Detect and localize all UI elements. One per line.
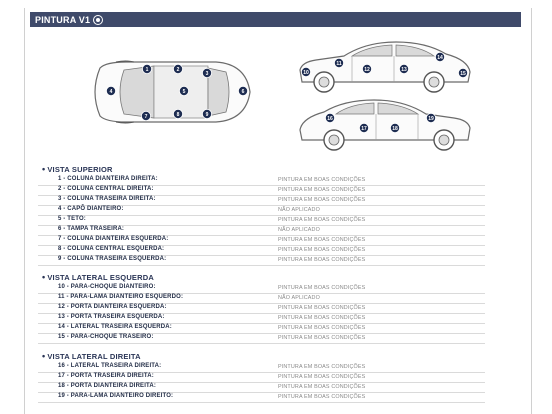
row-status: PINTURA EM BOAS CONDIÇÕES — [278, 256, 366, 263]
row-status: PINTURA EM BOAS CONDIÇÕES — [278, 196, 366, 203]
panel-marker-label: 18 — [392, 125, 398, 132]
panel-marker-7 — [141, 111, 150, 120]
panel-marker-label: 6 — [241, 88, 245, 95]
panel-marker-label: 3 — [205, 70, 209, 77]
panel-marker-label: 17 — [361, 125, 367, 132]
row-status: NÃO APLICADO — [278, 226, 320, 233]
row-label: 10 - PARA-CHOQUE DIANTEIRO: — [58, 284, 156, 290]
panel-marker-label: 14 — [437, 54, 443, 61]
panel-marker-label: 12 — [364, 66, 370, 73]
markers-overlay — [0, 0, 552, 160]
row-status: PINTURA EM BOAS CONDIÇÕES — [278, 393, 366, 400]
panel-marker-12 — [362, 64, 371, 73]
row-status: PINTURA EM BOAS CONDIÇÕES — [278, 363, 366, 370]
row-status: PINTURA EM BOAS CONDIÇÕES — [278, 246, 366, 253]
panel-marker-label: 15 — [460, 70, 466, 77]
row-label: 7 - COLUNA DIANTEIRA ESQUERDA: — [58, 236, 169, 242]
panel-marker-1 — [142, 64, 151, 73]
row-status: PINTURA EM BOAS CONDIÇÕES — [278, 334, 366, 341]
row-label: 13 - PORTA TRASEIRA ESQUERDA: — [58, 314, 165, 320]
header-title: PINTURA V1 — [35, 14, 91, 25]
section-title: • VISTA SUPERIOR — [42, 164, 113, 174]
row-status: PINTURA EM BOAS CONDIÇÕES — [278, 304, 366, 311]
row-label: 1 - COLUNA DIANTEIRA DIREITA: — [58, 176, 158, 182]
row-status: PINTURA EM BOAS CONDIÇÕES — [278, 236, 366, 243]
inspection-row — [38, 392, 485, 403]
panel-marker-label: 9 — [205, 111, 209, 118]
bullet-icon: • — [42, 351, 46, 361]
panel-marker-label: 11 — [336, 60, 342, 67]
panel-marker-11 — [334, 58, 343, 67]
panel-marker-label: 1 — [145, 66, 149, 73]
row-status: PINTURA EM BOAS CONDIÇÕES — [278, 324, 366, 331]
row-label: 17 - PORTA TRASEIRA DIREITA: — [58, 373, 154, 379]
row-label: 14 - LATERAL TRASEIRA ESQUERDA: — [58, 324, 172, 330]
panel-marker-4 — [106, 86, 115, 95]
row-status: PINTURA EM BOAS CONDIÇÕES — [278, 383, 366, 390]
row-status: NÃO APLICADO — [278, 206, 320, 213]
panel-marker-5 — [179, 86, 188, 95]
row-status: PINTURA EM BOAS CONDIÇÕES — [278, 186, 366, 193]
row-status: NÃO APLICADO — [278, 294, 320, 301]
inspection-row — [38, 255, 485, 266]
panel-marker-9 — [202, 109, 211, 118]
section-title: • VISTA LATERAL ESQUERDA — [42, 272, 154, 282]
panel-marker-19 — [426, 113, 435, 122]
panel-marker-6 — [238, 86, 247, 95]
row-label: 19 - PARA-LAMA DIANTEIRO DIREITO: — [58, 393, 174, 399]
panel-marker-18 — [390, 123, 399, 132]
bullet-icon: • — [42, 272, 46, 282]
section-title: • VISTA LATERAL DIREITA — [42, 351, 141, 361]
row-label: 9 - COLUNA TRASEIRA ESQUERDA: — [58, 256, 167, 262]
panel-marker-label: 8 — [176, 111, 180, 118]
panel-marker-label: 4 — [109, 88, 113, 95]
row-label: 3 - COLUNA TRASEIRA DIREITA: — [58, 196, 156, 202]
panel-marker-8 — [173, 109, 182, 118]
row-label: 12 - PORTA DIANTEIRA ESQUERDA: — [58, 304, 167, 310]
row-status: PINTURA EM BOAS CONDIÇÕES — [278, 284, 366, 291]
panel-marker-14 — [435, 52, 444, 61]
row-label: 6 - TAMPA TRASEIRA: — [58, 226, 125, 232]
bullet-icon: • — [42, 164, 46, 174]
row-label: 4 - CAPÔ DIANTEIRO: — [58, 206, 124, 212]
panel-marker-10 — [301, 67, 310, 76]
panel-marker-label: 7 — [144, 113, 148, 120]
panel-marker-2 — [173, 64, 182, 73]
panel-marker-label: 16 — [327, 115, 333, 122]
row-label: 18 - PORTA DIANTEIRA DIREITA: — [58, 383, 157, 389]
panel-marker-label: 19 — [428, 115, 434, 122]
row-status: PINTURA EM BOAS CONDIÇÕES — [278, 176, 366, 183]
panel-marker-15 — [458, 68, 467, 77]
panel-marker-3 — [202, 68, 211, 77]
panel-marker-17 — [359, 123, 368, 132]
row-label: 5 - TETO: — [58, 216, 86, 222]
panel-marker-label: 13 — [401, 66, 407, 73]
row-label: 8 - COLUNA CENTRAL ESQUERDA: — [58, 246, 165, 252]
row-label: 16 - LATERAL TRASEIRA DIREITA: — [58, 363, 162, 369]
row-label: 2 - COLUNA CENTRAL DIREITA: — [58, 186, 154, 192]
row-status: PINTURA EM BOAS CONDIÇÕES — [278, 216, 366, 223]
row-status: PINTURA EM BOAS CONDIÇÕES — [278, 373, 366, 380]
panel-marker-label: 10 — [303, 69, 309, 76]
panel-marker-label: 5 — [182, 88, 186, 95]
panel-marker-16 — [325, 113, 334, 122]
panel-marker-label: 2 — [176, 66, 180, 73]
row-label: 11 - PARA-LAMA DIANTEIRO ESQUERDO: — [58, 294, 184, 300]
inspection-row — [38, 333, 485, 344]
panel-marker-13 — [399, 64, 408, 73]
row-label: 15 - PARA-CHOQUE TRASEIRO: — [58, 334, 154, 340]
row-status: PINTURA EM BOAS CONDIÇÕES — [278, 314, 366, 321]
